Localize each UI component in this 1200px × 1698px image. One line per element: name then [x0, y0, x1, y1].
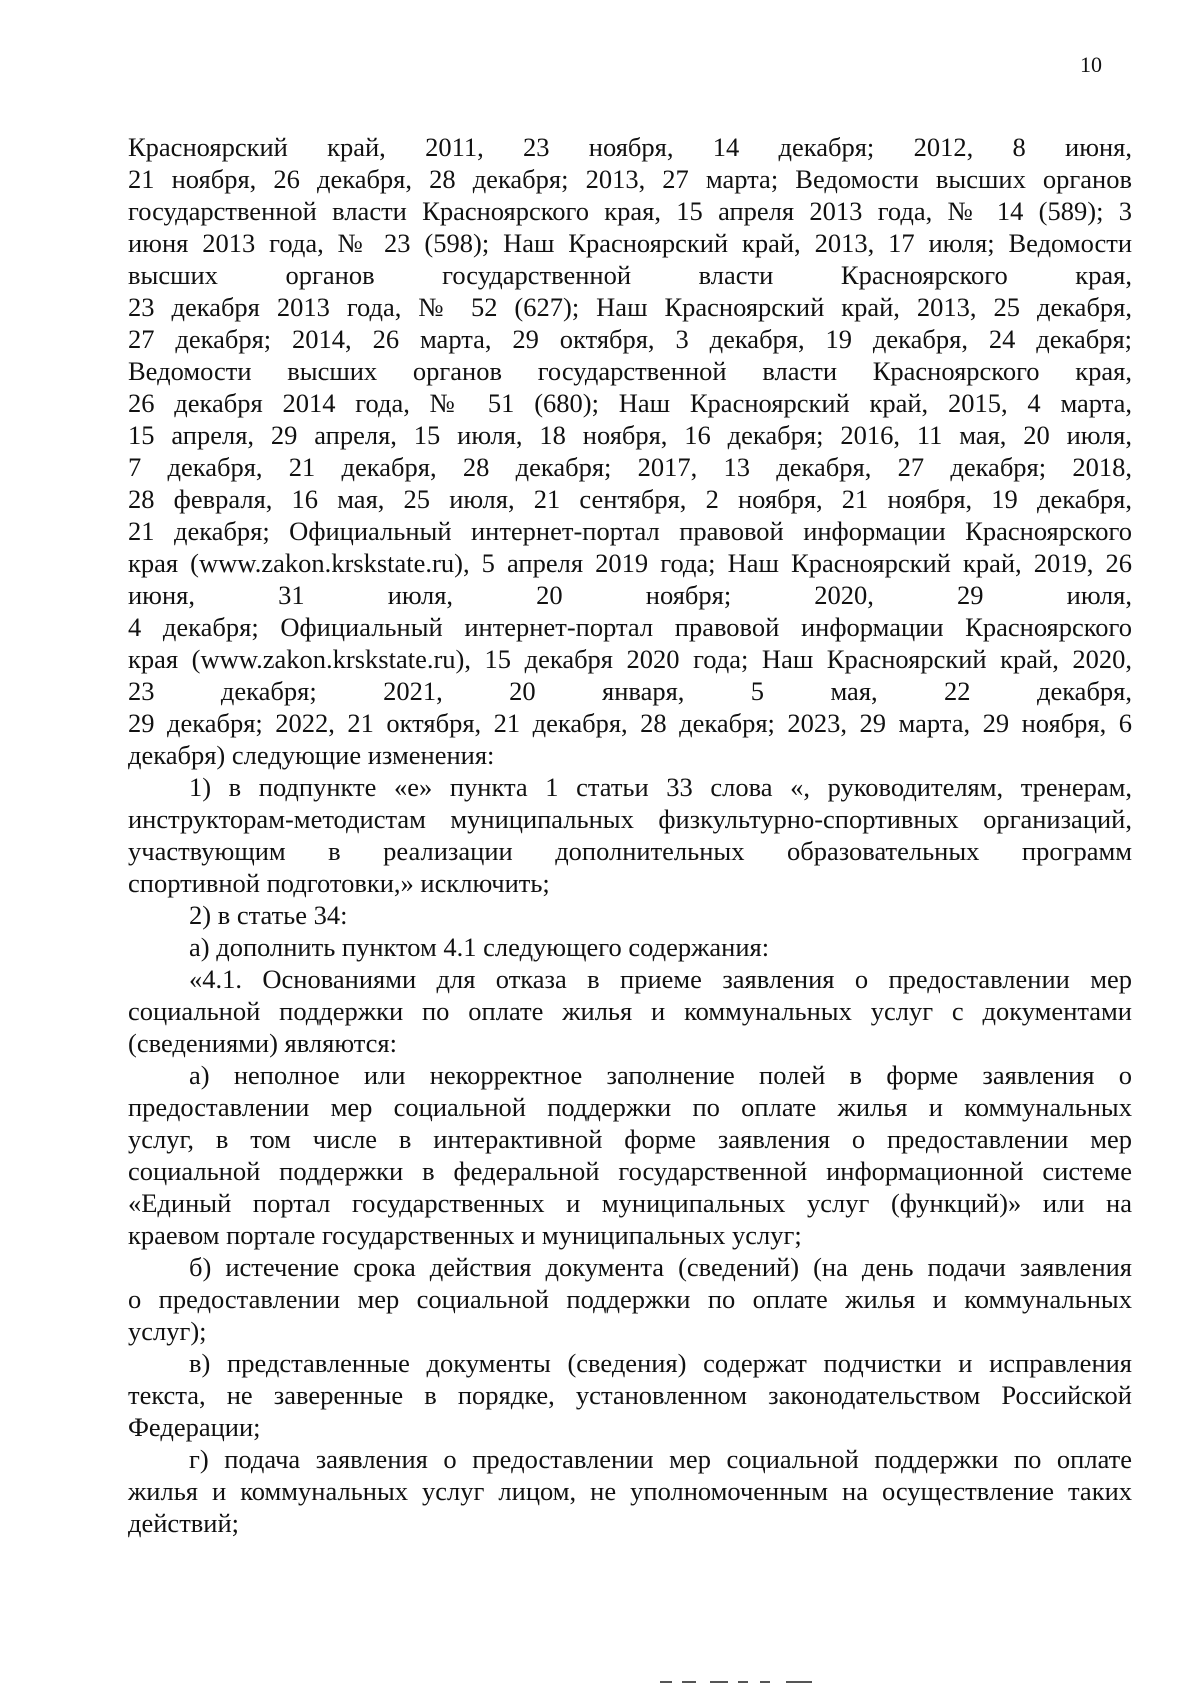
text-line: «Единый портал государственных и муниципальных услуг (функций)» или на — [128, 1188, 1132, 1218]
text-line: услуг, в том числе в интерактивной форме заявления о предоставлении мер — [128, 1124, 1132, 1154]
scan-mark — [660, 1681, 672, 1683]
scan-mark — [786, 1681, 812, 1683]
text-line: 21 декабря; Официальный интернет-портал правовой информации Красноярского — [128, 516, 1132, 546]
text-line: инструкторам-методистам муниципальных физкультурно-спортивных организаций, — [128, 804, 1132, 834]
text-line: предоставлении мер социальной поддержки по оплате жилья и коммунальных — [128, 1092, 1132, 1122]
scan-mark — [760, 1681, 770, 1683]
text-line: высших органов государственной власти Красноярского края, — [128, 260, 1132, 290]
text-line: Федерации; — [128, 1412, 261, 1442]
text-line: 7 декабря, 21 декабря, 28 декабря; 2017, 13 декабря, 27 декабря; 2018, — [128, 452, 1132, 482]
text-line: 27 декабря; 2014, 26 марта, 29 октября, 3 декабря, 19 декабря, 24 декабря; — [128, 324, 1132, 354]
paragraph-first-line: «4.1. Основаниями для отказа в приеме заявления о предоставлении мер — [189, 964, 1132, 994]
text-line: услуг); — [128, 1316, 207, 1346]
text-line: текста, не заверенные в порядке, установленном законодательством Российской — [128, 1380, 1132, 1410]
text-line: Красноярский край, 2011, 23 ноября, 14 декабря; 2012, 8 июня, — [128, 132, 1132, 162]
scan-mark — [710, 1681, 728, 1683]
text-line: социальной поддержки по оплате жилья и коммунальных услуг с документами — [128, 996, 1132, 1026]
text-line: 21 ноября, 26 декабря, 28 декабря; 2013, 27 марта; Ведомости высших органов — [128, 164, 1132, 194]
text-line: действий; — [128, 1508, 240, 1538]
text-line: краевом портале государственных и муниципальных услуг; — [128, 1220, 802, 1250]
scan-mark — [682, 1681, 696, 1683]
paragraph-first-line: б) истечение срока действия документа (сведений) (на день подачи заявления — [189, 1252, 1132, 1282]
text-line: участвующим в реализации дополнительных образовательных программ — [128, 836, 1132, 866]
text-line: 23 декабря 2013 года, № 52 (627); Наш Красноярский край, 2013, 25 декабря, — [128, 292, 1132, 322]
text-line: государственной власти Красноярского края, 15 апреля 2013 года, № 14 (589); 3 — [128, 196, 1132, 226]
text-line: июня, 31 июля, 20 ноября; 2020, 29 июля, — [128, 580, 1132, 610]
text-line: Ведомости высших органов государственной власти Красноярского края, — [128, 356, 1132, 386]
paragraph-first-line: 2) в статье 34: — [189, 900, 348, 930]
text-line: (сведениями) являются: — [128, 1028, 397, 1058]
paragraph-first-line: в) представленные документы (сведения) содержат подчистки и исправления — [189, 1348, 1132, 1378]
text-line: 26 декабря 2014 года, № 51 (680); Наш Красноярский край, 2015, 4 марта, — [128, 388, 1132, 418]
text-line: социальной поддержки в федеральной государственной информационной системе — [128, 1156, 1132, 1186]
text-line: 4 декабря; Официальный интернет-портал правовой информации Красноярского — [128, 612, 1132, 642]
text-line: 23 декабря; 2021, 20 января, 5 мая, 22 декабря, — [128, 676, 1132, 706]
paragraph-first-line: 1) в подпункте «е» пункта 1 статьи 33 слова «, руководителям, тренерам, — [189, 772, 1132, 802]
text-line: жилья и коммунальных услуг лицом, не уполномоченным на осуществление таких — [128, 1476, 1132, 1506]
paragraph-first-line: г) подача заявления о предоставлении мер социальной поддержки по оплате — [189, 1444, 1132, 1474]
text-line: спортивной подготовки,» исключить; — [128, 868, 550, 898]
text-line: 28 февраля, 16 мая, 25 июля, 21 сентября, 2 ноября, 21 ноября, 19 декабря, — [128, 484, 1132, 514]
scan-artifact-marks — [660, 1681, 900, 1685]
paragraph-first-line: а) дополнить пунктом 4.1 следующего содержания: — [189, 932, 770, 962]
text-line: о предоставлении мер социальной поддержки по оплате жилья и коммунальных — [128, 1284, 1132, 1314]
text-line: края (www.zakon.krskstate.ru), 5 апреля 2019 года; Наш Красноярский край, 2019, 26 — [128, 548, 1132, 578]
text-line: декабря) следующие изменения: — [128, 740, 495, 770]
text-line: 15 апреля, 29 апреля, 15 июля, 18 ноября, 16 декабря; 2016, 11 мая, 20 июля, — [128, 420, 1132, 450]
text-line: края (www.zakon.krskstate.ru), 15 декабря 2020 года; Наш Красноярский край, 2020, — [128, 644, 1132, 674]
document-body — [128, 131, 1132, 1539]
paragraph-first-line: а) неполное или некорректное заполнение полей в форме заявления о — [189, 1060, 1132, 1090]
scan-mark — [738, 1681, 748, 1683]
text-line: июня 2013 года, № 23 (598); Наш Красноярский край, 2013, 17 июля; Ведомости — [128, 228, 1132, 258]
page-number: 10 — [1080, 52, 1102, 77]
text-line: 29 декабря; 2022, 21 октября, 21 декабря, 28 декабря; 2023, 29 марта, 29 ноября, 6 — [128, 708, 1132, 738]
